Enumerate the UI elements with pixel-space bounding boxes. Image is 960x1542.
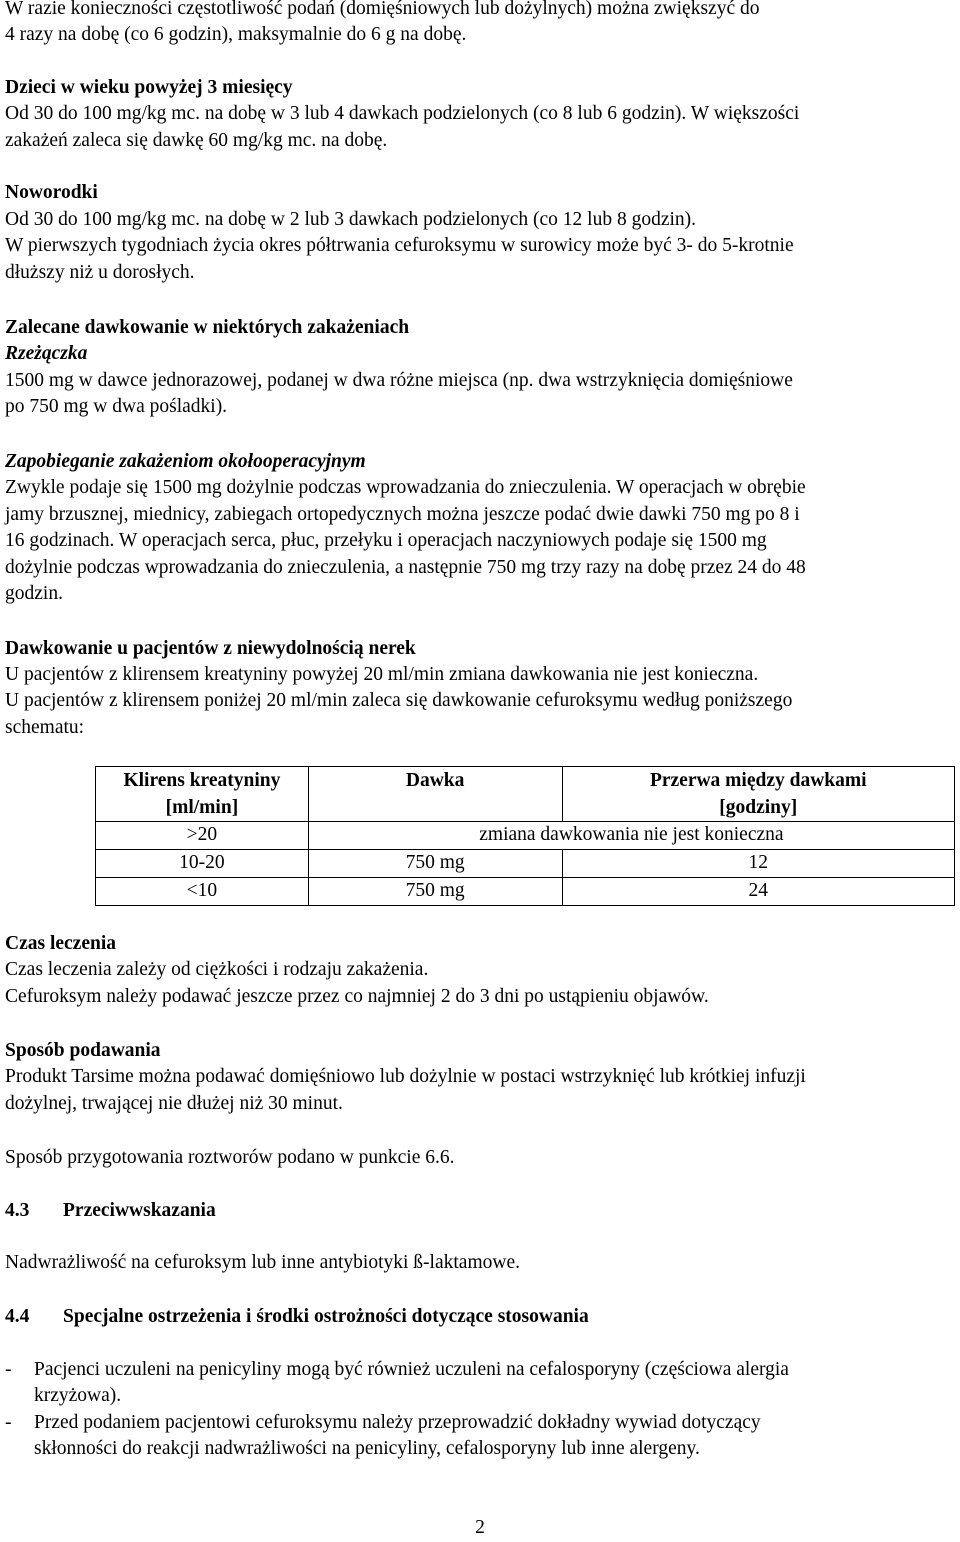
renal-dosage-table — [95, 766, 955, 906]
gonorrhea-subheading: Rzeżączka — [5, 343, 88, 364]
renal-line-2: U pacjentów z klirensem poniżej 20 ml/min zaleca się dawkowanie cefuroksymu według poniższego — [5, 690, 793, 711]
administration-line-1: Produkt Tarsime można podawać domięśniowo lub dożylnie w postaci wstrzyknięć lub krótkiej infuzji — [5, 1066, 806, 1087]
neonates-heading: Noworodki — [5, 182, 98, 203]
neonates-line-2: W pierwszych tygodniach życia okres półtrwania cefuroksymu w surowicy może być 3- do 5-krotnie — [5, 235, 794, 256]
list-item-line-1: Przed podaniem pacjentowi cefuroksymu należy przeprowadzić dokładny wywiad dotyczący — [34, 1412, 761, 1433]
duration-heading: Czas leczenia — [5, 933, 117, 954]
administration-line-2: dożylnej, trwającej nie dłużej niż 30 minut. — [5, 1093, 343, 1114]
list-item-line-2: krzyżowa). — [34, 1385, 122, 1406]
recommended-heading: Zalecane dawkowanie w niektórych zakażeniach — [5, 317, 410, 338]
section-4-3-heading — [5, 1198, 216, 1225]
table-cell-dose: 750 mg — [308, 850, 562, 878]
renal-line-3: schematu: — [5, 717, 85, 738]
prophylaxis-line-2: jamy brzusznej, miednicy, zabiegach ortopedycznych można jeszcze podać dwie dawki 750 mg po 8 i — [5, 504, 800, 525]
intro-line-2: 4 razy na dobę (co 6 godzin), maksymalnie do 6 g na dobę. — [5, 24, 467, 45]
table-row — [96, 878, 955, 906]
children-heading: Dzieci w wieku powyżej 3 miesięcy — [5, 77, 293, 98]
gonorrhea-line-2: po 750 mg w dwa pośladki). — [5, 396, 228, 417]
table-cell-merged: zmiana dawkowania nie jest konieczna — [308, 822, 954, 850]
prophylaxis-line-4: dożylnie podczas wprowadzania do znieczulenia, a następnie 750 mg trzy razy na dobę przez 24 do 48 — [5, 557, 806, 578]
list-dash: - — [5, 1412, 12, 1433]
section-title: Przeciwwskazania — [63, 1200, 216, 1221]
contraindications-text: Nadwrażliwość na cefuroksym lub inne antybiotyki ß-laktamowe. — [5, 1252, 520, 1273]
table-cell-dose: 750 mg — [308, 878, 562, 906]
administration-heading: Sposób podawania — [5, 1040, 161, 1061]
gonorrhea-line-1: 1500 mg w dawce jednorazowej, podanej w dwa różne miejsca (np. dwa wstrzyknięcia domięśniowe — [5, 370, 793, 391]
list-dash: - — [5, 1359, 12, 1380]
prophylaxis-line-1: Zwykle podaje się 1500 mg dożylnie podczas wprowadzania do znieczulenia. W operacjach w obrębie — [5, 477, 806, 498]
table-cell-interval: 24 — [562, 878, 955, 906]
table-header-dose: Dawka — [308, 767, 562, 822]
children-line-2: zakażeń zaleca się dawkę 60 mg/kg mc. na dobę. — [5, 130, 388, 151]
table-cell-clearance: 10-20 — [96, 850, 309, 878]
renal-line-1: U pacjentów z klirensem kreatyniny powyżej 20 ml/min zmiana dawkowania nie jest konieczna. — [5, 664, 759, 685]
table-header-interval: Przerwa między dawkami [godziny] — [562, 767, 955, 822]
section-4-4-heading — [5, 1304, 589, 1331]
table-header-clearance: Klirens kreatyniny [ml/min] — [96, 767, 309, 822]
neonates-line-1: Od 30 do 100 mg/kg mc. na dobę w 2 lub 3 dawkach podzielonych (co 12 lub 8 godzin). — [5, 209, 697, 230]
table-header-row — [96, 767, 955, 822]
children-line-1: Od 30 do 100 mg/kg mc. na dobę w 3 lub 4 dawkach podzielonych (co 8 lub 6 godzin). W większości — [5, 103, 800, 124]
section-title: Specjalne ostrzeżenia i środki ostrożności dotyczące stosowania — [63, 1306, 589, 1327]
prophylaxis-line-3: 16 godzinach. W operacjach serca, płuc, przełyku i operacjach naczyniowych podaje się 1500 mg — [5, 530, 767, 551]
duration-line-1: Czas leczenia zależy od ciężkości i rodzaju zakażenia. — [5, 959, 429, 980]
prophylaxis-heading: Zapobieganie zakażeniom okołooperacyjnym — [5, 451, 366, 472]
intro-line-1: W razie konieczności częstotliwość podań (domięśniowych lub dożylnych) można zwiększyć do — [5, 0, 760, 19]
prophylaxis-line-5: godzin. — [5, 583, 63, 604]
table-cell-clearance: >20 — [96, 822, 309, 850]
list-item-line-2: skłonności do reakcji nadwrażliwości na penicyliny, cefalosporyny lub inne alergeny. — [34, 1438, 700, 1459]
table-row — [96, 822, 955, 850]
section-number: 4.3 — [5, 1200, 30, 1221]
page-number: 2 — [475, 1517, 485, 1538]
list-item-line-1: Pacjenci uczuleni na penicyliny mogą być również uczuleni na cefalosporyny (częściowa alergia — [34, 1359, 789, 1380]
section-number: 4.4 — [5, 1306, 30, 1327]
duration-line-2: Cefuroksym należy podawać jeszcze przez co najmniej 2 do 3 dni po ustąpieniu objawów. — [5, 986, 709, 1007]
administration-line-3: Sposób przygotowania roztworów podano w punkcie 6.6. — [5, 1147, 455, 1168]
table-cell-clearance: <10 — [96, 878, 309, 906]
neonates-line-3: dłuższy niż u dorosłych. — [5, 262, 195, 283]
renal-heading: Dawkowanie u pacjentów z niewydolnością nerek — [5, 638, 416, 659]
table-row — [96, 850, 955, 878]
table-cell-interval: 12 — [562, 850, 955, 878]
